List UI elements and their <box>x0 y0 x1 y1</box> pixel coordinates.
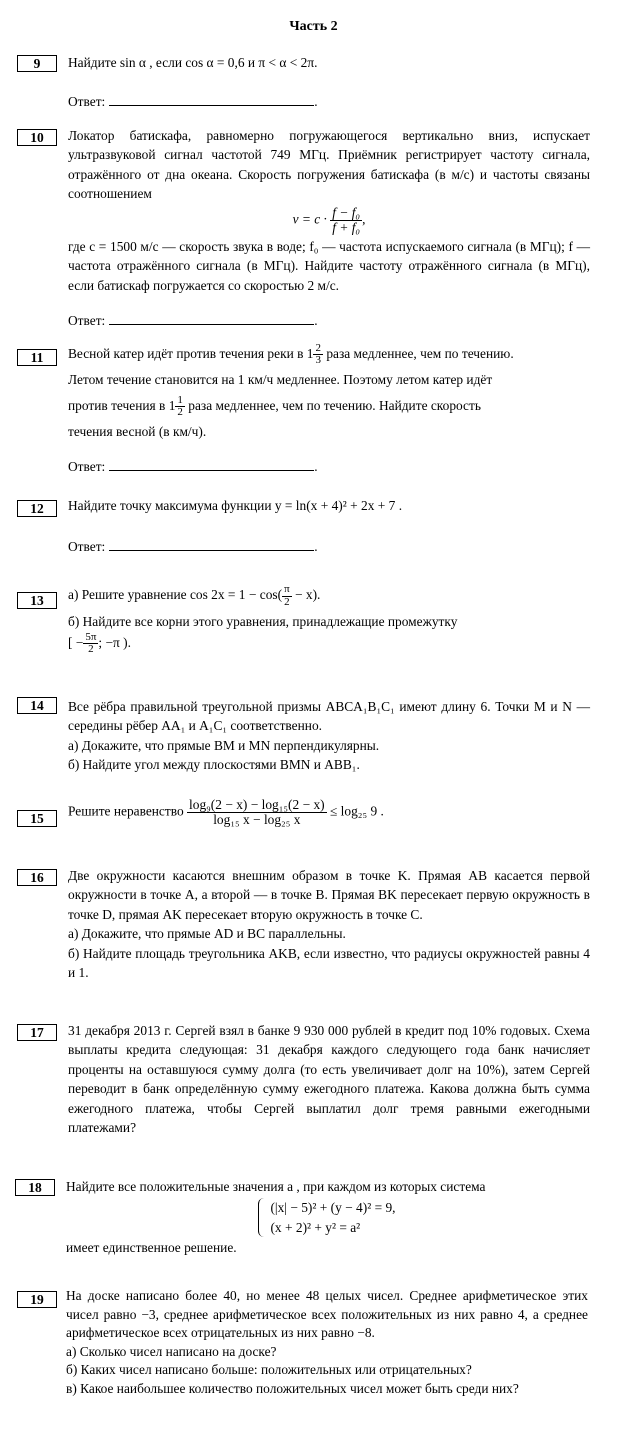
answer-label: Ответ: <box>68 94 106 109</box>
text-segment: а) Решите уравнение cos 2x = 1 − cos( <box>68 587 283 603</box>
task-text <box>68 866 590 982</box>
task-text <box>68 341 590 445</box>
task-paragraph: Две окружности касаются внешним образом в точке K. Прямая AB касается первой окружности в точке A, а второй — в точке B. Прямая BK пересекает первую окружность в точке D, прямая AK пересекает вторую окружность в точке C. <box>68 868 590 922</box>
task-number: 14 <box>17 697 57 714</box>
task-text <box>68 584 590 656</box>
task-text <box>66 1177 588 1258</box>
task-line <box>68 632 590 656</box>
answer-blank <box>109 93 314 106</box>
task-paragraph: а) Докажите, что прямые AD и BC параллельны. <box>68 926 346 942</box>
answer-line: Ответ: . <box>68 459 318 474</box>
answer-blank <box>109 538 314 551</box>
fraction-numerator: 5π <box>85 630 97 643</box>
task-text <box>68 126 590 295</box>
task-number: 17 <box>17 1024 57 1041</box>
task-line: Летом течение становится на 1 км/ч медленнее. Поэтому летом катер идёт <box>68 372 493 387</box>
task-text <box>68 798 590 827</box>
formula <box>68 206 590 235</box>
task-paragraph: б) Каких чисел написано больше: положительных или отрицательных? <box>66 1362 472 1378</box>
answer-label: Ответ: <box>68 539 106 554</box>
task-paragraph: б) Найдите все корни этого уравнения, принадлежащие промежутку <box>68 614 458 630</box>
task-text <box>68 697 590 775</box>
task-paragraph: б) Найдите площадь треугольника AKB, если известно, что радиусы окружностей равны 4 и 1. <box>68 945 590 981</box>
task-paragraph: б) Найдите угол между плоскостями BMN и ABB₁. <box>68 757 360 773</box>
fraction-denominator: 2 <box>284 595 290 608</box>
task-number: 19 <box>17 1291 57 1308</box>
answer-label: Ответ: <box>68 313 106 328</box>
text-segment: Решите неравенство <box>68 803 184 819</box>
task-line <box>68 341 590 367</box>
task-text <box>66 1287 588 1399</box>
task-number: 16 <box>17 869 57 886</box>
task-text: 31 декабря 2013 г. Сергей взял в банке 9 930 000 рублей в кредит под 10% годовых. Схема выплаты кредита следующая: 31 декабря каждого следующего года банк начисляет проценты на оставшуюся сумму долга (то есть увеличивает долг на 10%), затем Сергей переводит в банк определённую сумму ежегодного платежа. Какова должна быть сумма ежегодного платежа, чтобы Сергей выплатил долг тремя равными ежегодными платежами? <box>68 1023 590 1136</box>
task-paragraph: в) Какое наибольшее количество положительных чисел может быть среди них? <box>66 1380 519 1396</box>
answer-line: Ответ: . <box>68 313 318 328</box>
task-line: течения весной (в км/ч). <box>68 424 207 439</box>
task-number: 10 <box>17 129 57 146</box>
text-segment: Весной катер идёт против течения реки в 1 <box>68 346 314 361</box>
answer-label: Ответ: <box>68 459 106 474</box>
task-line <box>68 584 590 608</box>
task-paragraph: где c = 1500 м/с — скорость звука в воде; f₀ — частота испускаемого сигнала (в МГц); f — частота отражённого сигнала (в МГц). Найдите частоту отражённого сигнала (в МГц), если батискаф погружается со скоростью 2 м/с. <box>68 238 590 293</box>
task-paragraph: имеет единственное решение. <box>66 1240 237 1256</box>
formula-lhs: v = c · <box>292 211 327 227</box>
fraction-denominator: 2 <box>177 406 183 419</box>
fraction-numerator: 2 <box>315 341 321 354</box>
task-paragraph: Все рёбра правильной треугольной призмы ABCA₁B₁C₁ имеют длину 6. Точки M и N — середины рёбер AA₁ и A₁C₁ соответственно. <box>68 699 590 734</box>
text-segment: ; −π ). <box>98 634 131 650</box>
equation: (|x| − 5)² + (y − 4)² = 9, <box>270 1200 396 1216</box>
answer-blank <box>109 312 314 325</box>
fraction <box>313 343 323 367</box>
task-line <box>68 798 590 827</box>
fraction <box>83 632 98 656</box>
text-segment: против течения в 1 <box>68 398 176 413</box>
task-text: Найдите точку максимума функции y = ln(x + 4)² + 2x + 7 . <box>68 498 403 513</box>
task-number: 13 <box>17 592 57 609</box>
task-number: 11 <box>17 349 57 366</box>
fraction <box>330 206 362 235</box>
answer-line: Ответ: . <box>68 94 318 109</box>
equation: (x + 2)² + y² = a² <box>270 1219 361 1235</box>
task-paragraph: На доске написано более 40, но менее 48 целых чисел. Среднее арифметическое этих чисел равно −3, среднее арифметическое всех положительных из них равно 4, а среднее арифметическое всех отрицательных из них равно −8. <box>66 1288 588 1341</box>
fraction <box>175 395 185 419</box>
text-segment: [ − <box>68 634 84 650</box>
task-number: 18 <box>15 1179 55 1196</box>
fraction-numerator: 1 <box>177 393 183 406</box>
task-text: Найдите sin α , если cos α = 0,6 и π < α < 2π. <box>68 55 318 70</box>
fraction <box>187 798 327 827</box>
text-segment: − x). <box>291 587 321 603</box>
task-line <box>68 393 590 419</box>
task-paragraph: Найдите все положительные значения a , при каждом из которых система <box>66 1179 486 1194</box>
text-segment: раза медленнее, чем по течению. <box>322 346 514 361</box>
text-segment: ≤ log₂₅ 9 . <box>329 803 384 819</box>
formula-tail: , <box>362 211 366 227</box>
task-number: 12 <box>17 500 57 517</box>
fraction-denominator: f + f₀ <box>332 219 361 235</box>
task-paragraph: а) Докажите, что прямые BM и MN перпендикулярны. <box>68 737 380 753</box>
task-paragraph: Локатор батискафа, равномерно погружающегося вертикально вниз, испускает ультразвуковой сигнал частотой 749 МГц. Приёмник регистрирует частоту сигнала, отражённого от дна океана. Скорость погружения батискафа (в м/с) и частоты связаны соотношением <box>68 128 590 202</box>
task-number: 9 <box>17 55 57 72</box>
page-title: Часть 2 <box>289 19 338 34</box>
fraction-denominator: 3 <box>315 354 321 367</box>
system <box>258 1198 395 1237</box>
answer-blank <box>109 458 314 471</box>
fraction-numerator: π <box>284 583 290 595</box>
brace <box>258 1198 267 1237</box>
fraction-denominator: log₁₅ x − log₂₅ x <box>213 812 301 828</box>
fraction <box>282 584 292 608</box>
task-paragraph: а) Сколько чисел написано на доске? <box>66 1343 277 1359</box>
task-number: 15 <box>17 810 57 827</box>
answer-line: Ответ: . <box>68 539 318 554</box>
equation-system <box>66 1198 588 1237</box>
fraction-denominator: 2 <box>88 643 94 656</box>
fraction-numerator: log₉(2 − x) − log₁₅(2 − x) <box>189 797 325 812</box>
fraction-numerator: f − f₀ <box>332 204 361 220</box>
text-segment: раза медленнее, чем по течению. Найдите скорость <box>184 398 481 413</box>
